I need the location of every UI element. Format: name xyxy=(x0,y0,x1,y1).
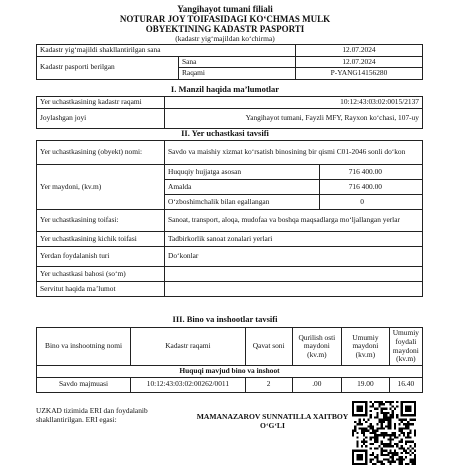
qr-code xyxy=(352,401,416,465)
column-header: Qurilish osti maydoni (kv.m) xyxy=(292,328,341,366)
field-label: Yer uchastkasining toifasi: xyxy=(37,210,165,232)
footer-note: UZKAD tizimida ERI dan foydalanib shakllantirilgan. ERI egasi: xyxy=(36,406,148,424)
area-sublabel: Amalda xyxy=(165,180,320,195)
info-sublabel: Sana xyxy=(179,56,296,68)
field-value: Do‘konlar xyxy=(165,247,423,267)
field-label: Joylashgan joyi xyxy=(37,108,165,128)
section-title: II. Yer uchastkasi tavsifi xyxy=(181,128,269,138)
buildings-table xyxy=(36,327,423,393)
land-table xyxy=(36,140,423,297)
table-cell: Savdo majmuasi xyxy=(37,377,131,392)
field-value: 10:12:43:03:02:0015/2137 xyxy=(165,97,423,109)
address-table xyxy=(36,96,423,129)
field-label: Yer uchastkasi bahosi (so‘m) xyxy=(37,267,165,282)
area-value: 716 400.00 xyxy=(320,165,423,180)
table-cell: 10:12:43:03:02:00262/0011 xyxy=(131,377,246,392)
field-label: Yer uchastkasining kichik toifasi xyxy=(37,232,165,247)
document-title-line2: OBYEKTINING KADASTR PASPORTI xyxy=(145,24,305,34)
info-table xyxy=(36,44,423,80)
column-header: Qavat soni xyxy=(245,328,292,366)
section-title: III. Bino va inshootlar tavsifi xyxy=(172,314,278,324)
document-title-line1: NOTURAR JOY TOIFASIDAGI KO‘CHMAS MULK xyxy=(119,14,331,24)
area-value: 0 xyxy=(320,195,423,210)
column-header: Kadastr raqami xyxy=(131,328,246,366)
area-value: 716 400.00 xyxy=(320,180,423,195)
section-title: I. Manzil haqida ma’lumotlar xyxy=(170,84,280,94)
field-value xyxy=(165,267,423,282)
table-cell: 2 xyxy=(245,377,292,392)
field-value: Savdo va maishiy xizmat ko‘rsatish binosining bir qismi C01-2046 sonli do‘kon xyxy=(165,141,423,165)
area-sublabel: O‘zboshimchalik bilan egallangan xyxy=(165,195,320,210)
field-label: Yer uchastkasining kadastr raqami xyxy=(37,97,165,109)
document-subtitle: (kadastr yig‘majildan ko‘chirma) xyxy=(175,34,275,43)
field-label: Yerdan foydalanish turi xyxy=(37,247,165,267)
field-value: Tadbirkorlik sanoat zonalari yerlari xyxy=(165,232,423,247)
column-header: Umumiy foydali maydoni (kv.m) xyxy=(389,328,422,366)
info-label: Kadastr yig‘majildi shakllantirilgan sana xyxy=(37,45,296,57)
column-header: Umumiy maydoni (kv.m) xyxy=(342,328,390,366)
field-value xyxy=(165,282,423,297)
info-value: P-YANG14156280 xyxy=(296,68,423,80)
column-header: Bino va inshootning nomi xyxy=(37,328,131,366)
branch-name: Yangihayot tumani filiali xyxy=(177,4,273,14)
info-value: 12.07.2024 xyxy=(296,45,423,57)
field-label: Yer maydoni, (kv.m) xyxy=(37,165,165,210)
info-value: 12.07.2024 xyxy=(296,56,423,68)
table-cell: .00 xyxy=(292,377,341,392)
table-cell: 16.40 xyxy=(389,377,422,392)
table-cell: 19.00 xyxy=(342,377,390,392)
info-label: Kadastr pasporti berilgan xyxy=(37,56,179,79)
table-subheader: Huquqi mavjud bino va inshoot xyxy=(37,366,423,378)
info-sublabel: Raqami xyxy=(179,68,296,80)
field-label: Servitut haqida ma’lumot xyxy=(37,282,165,297)
area-sublabel: Huquqiy hujjatga asosan xyxy=(165,165,320,180)
field-label: Yer uchastkasining (obyekt) nomi: xyxy=(37,141,165,165)
field-value: Sanoat, transport, aloqa, mudofaa va boshqa maqsadlarga mo‘ljallangan yerlar xyxy=(165,210,423,232)
signer-name: MAMANAZAROV SUNNATILLA XAITBOY O‘G‘LI xyxy=(196,412,349,430)
field-value: Yangihayot tumani, Fayzli MFY, Rayxon ko‘chasi, 107-uy xyxy=(165,108,423,128)
